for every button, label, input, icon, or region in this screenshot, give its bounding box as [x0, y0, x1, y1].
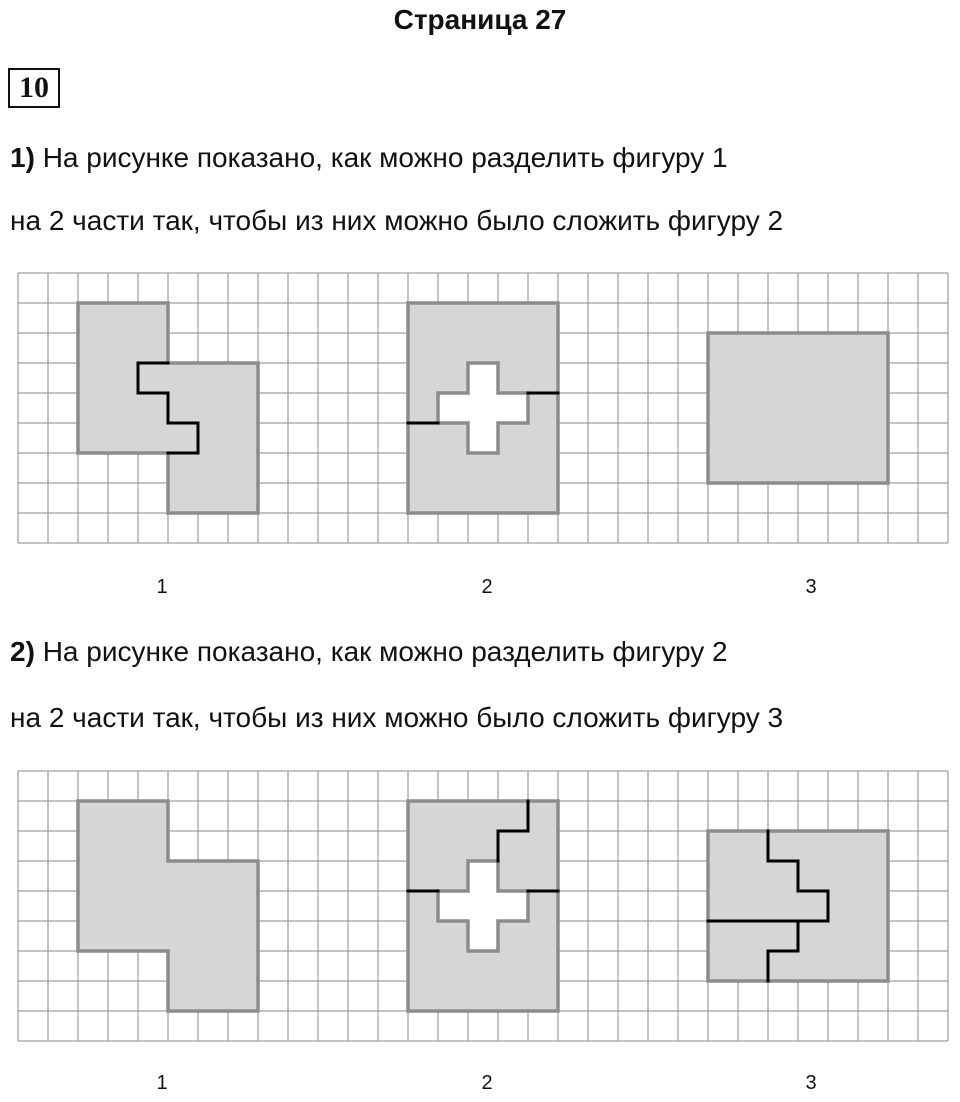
part1-line2: на 2 части так, чтобы из них можно было сложить фигуру 2: [10, 205, 784, 236]
part1-figure-3-label: 3: [805, 576, 817, 598]
part2-figure-2-label: 2: [481, 1072, 493, 1094]
part1-line1: [10, 142, 728, 174]
part2-text1: На рисунке показано, как можно разделить фигуру 2: [42, 636, 728, 667]
part2-line1: [10, 636, 728, 668]
part2-number: 2): [10, 636, 35, 667]
part2-figure-1-label: 1: [156, 1072, 168, 1094]
grid-figure-set-2: [0, 768, 960, 1098]
page-title: Страница 27: [393, 4, 567, 35]
part1-figure-2-label: 2: [481, 576, 493, 598]
part2-line2: на 2 части так, чтобы из них можно было сложить фигуру 3: [10, 702, 784, 733]
figure-3-shape: [708, 831, 888, 981]
part1-text1: На рисунке показано, как можно разделить фигуру 1: [42, 142, 728, 173]
grid-figure-set-1: [0, 270, 960, 610]
task-number: 10: [8, 68, 60, 108]
part1-figure-1-label: 1: [156, 576, 168, 598]
part2-figure-3-label: 3: [805, 1072, 817, 1094]
figure-3-shape: [708, 333, 888, 483]
part1-number: 1): [10, 142, 35, 173]
